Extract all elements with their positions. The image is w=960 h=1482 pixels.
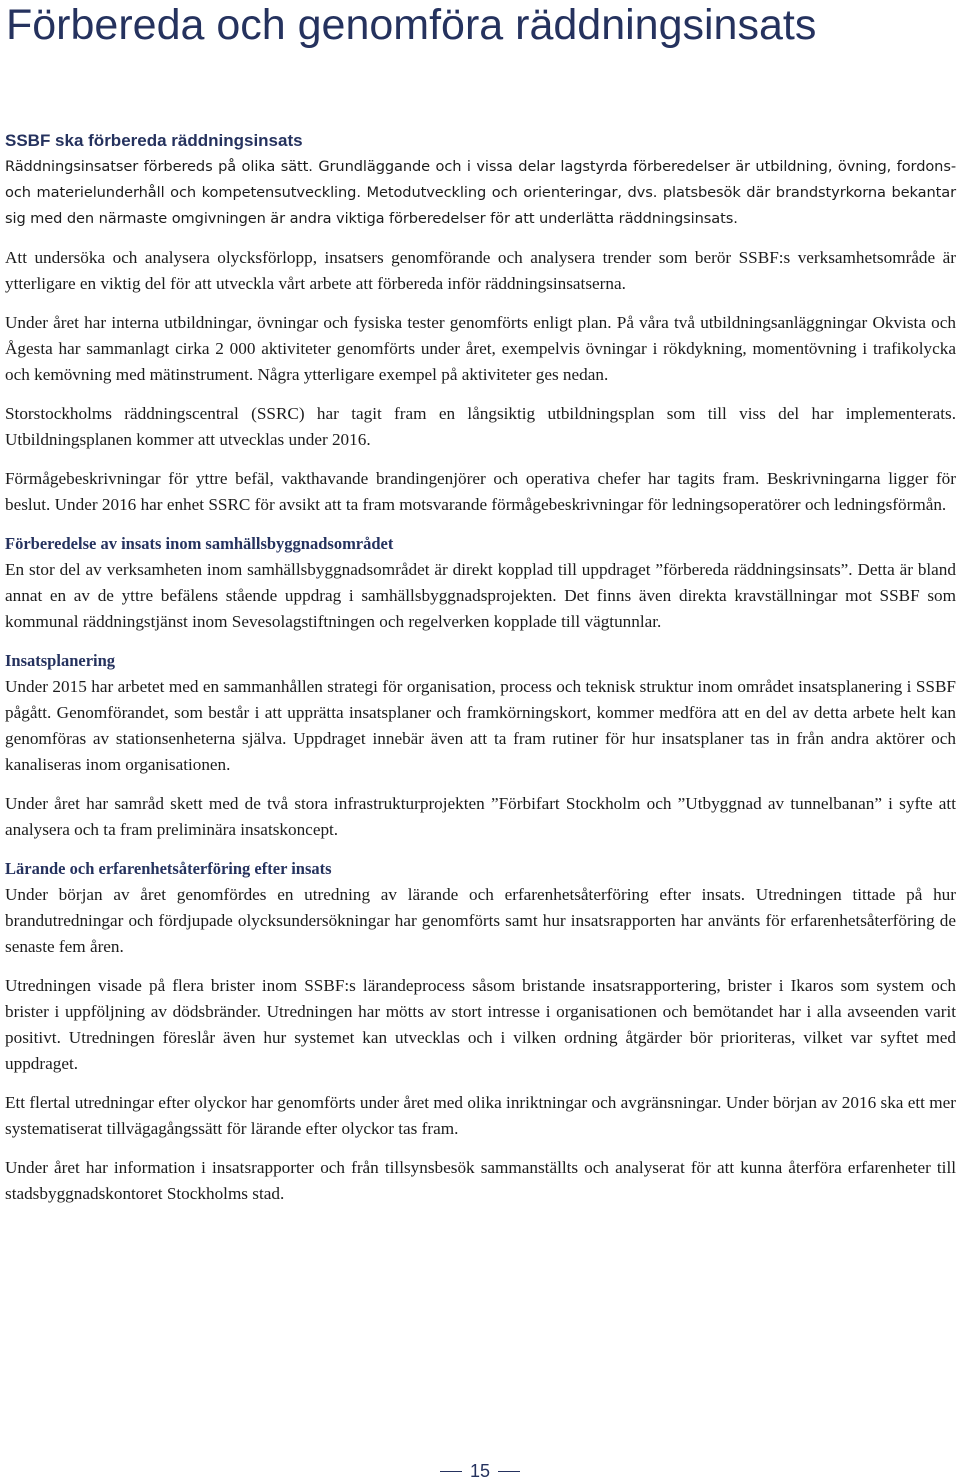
body-paragraph: Utredningen visade på flera brister inom SSBF:s lärandeprocess såsom bristande insatsrapportering, brister i Ikaros som system och brister i uppföljning av dödsbränder. Utredningen har mötts av stort intresse i organisationen och bemötandet har i alla avseenden varit positivt. Utredningen föreslår även hur systemet kan utvecklas och i vilken ordning åtgärder bör prioriteras, vilket var syftet med uppdraget. — [5, 976, 956, 1073]
body-paragraph: Storstockholms räddningscentral (SSRC) har tagit fram en långsiktig utbildningsplan som till viss del har implementerats. Utbildningsplanen kommer att utvecklas under 2016. — [5, 404, 956, 449]
body-paragraph: Under 2015 har arbetet med en sammanhållen strategi för organisation, process och teknisk struktur inom området insatsplanering i SSBF pågått. Genomförandet, som består i att upprätta insatsplaner och framkörningskort, kommer medföra att en del av detta arbete helt kan genomföras av stationsenheterna själva. Uppdraget innebär även att ta fram rutiner för hur insatsplaner tas in från andra aktörer och kanaliseras inom organisationen. — [5, 677, 956, 774]
body-paragraph: Under året har samråd skett med de två stora infrastrukturprojekten ”Förbifart Stockholm och ”Utbyggnad av tunnelbanan” i syfte att analysera och ta fram preliminära insatskoncept. — [5, 794, 956, 839]
section-heading-samhallsbyggnad: Förberedelse av insats inom samhällsbyggnadsområdet — [5, 534, 394, 553]
body-paragraph: Att undersöka och analysera olycksförlopp, insatsers genomförande och analysera trender som berör SSBF:s verksamhetsområde är ytterligare en viktig del för att utveckla vårt arbete att förbereda inför räddningsinsatserna. — [5, 248, 956, 293]
page-content — [5, 128, 956, 1220]
section-heading-insatsplanering: Insatsplanering — [5, 651, 116, 670]
page-number-rule-right — [498, 1471, 520, 1472]
body-paragraph: Under året har information i insatsrapporter och från tillsynsbesök sammanställts och analyserat för att kunna återföra erfarenheter till stadsbyggnadskontoret Stockholms stad. — [5, 1158, 956, 1203]
section-heading-larande: Lärande och erfarenhetsåterföring efter insats — [5, 859, 332, 878]
section-heading-ssbf: SSBF ska förbereda räddningsinsats — [5, 131, 303, 150]
body-paragraph: Ett flertal utredningar efter olyckor har genomförts under året med olika inriktningar och avgränsningar. Under början av 2016 ska ett mer systematiserat tillvägagångssätt för lärande efter olyckor tas fram. — [5, 1093, 956, 1138]
body-paragraph: En stor del av verksamheten inom samhällsbyggnadsområdet är direkt kopplad till uppdraget ”förbereda räddningsinsats”. Detta är bland annat en av de yttre befälens stående uppdrag i samhällsbyggnadsprojekten. Det finns även direkta kravställningar mot SSBF som kommunal räddningstjänst inom Sevesolagstiftningen och regelverken kopplade till vägtunnlar. — [5, 560, 956, 631]
page-footer — [0, 1456, 960, 1482]
body-paragraph: Under början av året genomfördes en utredning av lärande och erfarenhetsåterföring efter insats. Utredningen tittade på hur brandutredningar och fördjupade olycksundersökningar har genomförts samt hur insatsrapporten har använts för erfarenhetsåterföring de senaste fem åren. — [5, 885, 956, 956]
page-number-rule-left — [440, 1471, 462, 1472]
intro-paragraph: Räddningsinsatser förbereds på olika sätt. Grundläggande och i vissa delar lagstyrda förberedelser är utbildning, övning, fordons- och materielunderhåll och kompetensutveckling. Metodutveckling och orienteringar, dvs. platsbesök där brandstyrkorna bekantar sig med den närmaste omgivningen är andra viktiga förberedelser för att underlätta räddningsinsats. — [5, 158, 956, 227]
page-number: 15 — [469, 1461, 491, 1481]
body-paragraph: Under året har interna utbildningar, övningar och fysiska tester genomförts enligt plan. På våra två utbildningsanläggningar Okvista och Ågesta har sammanlagt cirka 2 000 aktiviteter genomförts under året, exempelvis övningar i rökdykning, momentövning i trafikolycka och kemövning med mätinstrument. Några ytterligare exempel på aktiviteter ges nedan. — [5, 313, 956, 384]
page-title: Förbereda och genomföra räddningsinsats — [6, 1, 817, 49]
body-paragraph: Förmågebeskrivningar för yttre befäl, vakthavande brandingenjörer och operativa chefer har tagits fram. Beskrivningarna ligger för beslut. Under 2016 har enhet SSRC för avsikt att ta fram motsvarande förmågebeskrivningar för ledningsoperatörer och ledningsförmån. — [5, 469, 956, 514]
